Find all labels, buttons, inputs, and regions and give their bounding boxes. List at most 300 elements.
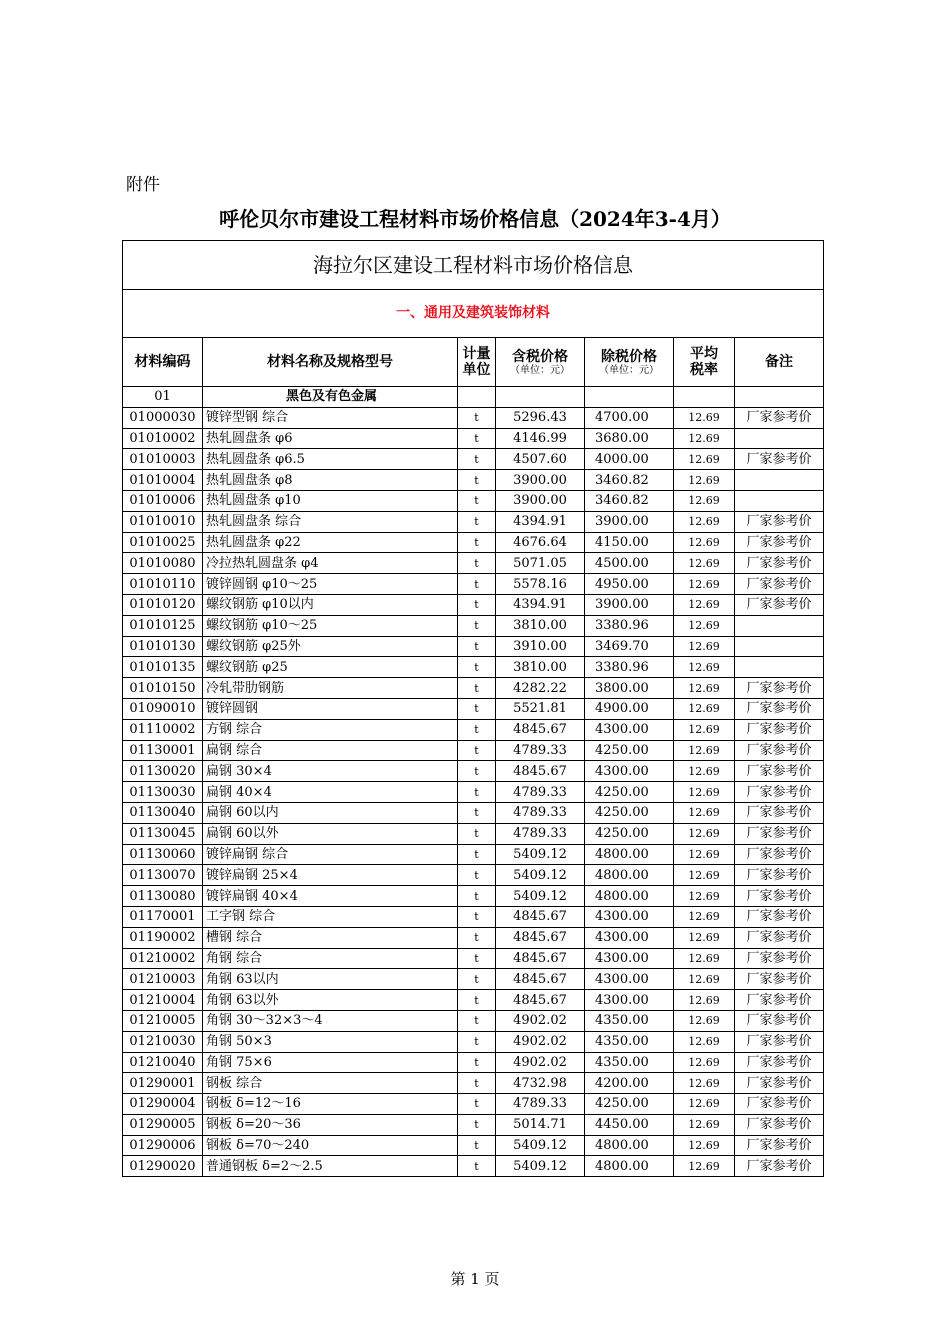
cell-note: 厂家参考价: [735, 740, 824, 761]
cell-code: 01130030: [123, 782, 203, 803]
cell-unit: t: [458, 428, 496, 449]
cell-code: 01010130: [123, 636, 203, 657]
cell-ex: 4150.00: [585, 532, 674, 553]
cell-ex: 4500.00: [585, 553, 674, 574]
cell-name: 槽钢 综合: [203, 927, 458, 948]
cell-note: 厂家参考价: [735, 1031, 824, 1052]
cell-code: 01000030: [123, 407, 203, 428]
cell-ex: 3380.96: [585, 615, 674, 636]
cell-note: 厂家参考价: [735, 407, 824, 428]
table-row: [123, 511, 824, 532]
cell-code: 01130045: [123, 823, 203, 844]
cell-name: 扁钢 60以外: [203, 823, 458, 844]
cell-unit: t: [458, 490, 496, 511]
header-rate-label: 平均税率: [690, 346, 718, 378]
table-row: [123, 719, 824, 740]
cell-code: 01210002: [123, 948, 203, 969]
cell-unit: t: [458, 1010, 496, 1031]
table-row: [123, 1073, 824, 1094]
cell-name: 角钢 63以内: [203, 969, 458, 990]
cell-name: 冷拉热轧圆盘条 φ4: [203, 553, 458, 574]
cell-unit: t: [458, 782, 496, 803]
table-row: [123, 1156, 824, 1177]
cell-unit: t: [458, 1156, 496, 1177]
table-row: [123, 407, 824, 428]
cell-ex: 4450.00: [585, 1114, 674, 1135]
table-row: [123, 1094, 824, 1115]
category-name: 黑色及有色金属: [203, 387, 458, 408]
cell-unit: t: [458, 969, 496, 990]
cell-unit: t: [458, 948, 496, 969]
cell-code: 01010080: [123, 553, 203, 574]
cell-name: 钢板 综合: [203, 1073, 458, 1094]
cell-rate: 12.69: [674, 1073, 735, 1094]
cell-code: 01130070: [123, 865, 203, 886]
cell-unit: t: [458, 823, 496, 844]
cell-tax: 4845.67: [496, 948, 585, 969]
cell-tax: 3810.00: [496, 615, 585, 636]
category-code: 01: [123, 387, 203, 408]
cell-unit: t: [458, 615, 496, 636]
table-row: [123, 1010, 824, 1031]
cell-note: 厂家参考价: [735, 719, 824, 740]
cell-ex: 4700.00: [585, 407, 674, 428]
price-table: [122, 240, 824, 1177]
cell-tax: 5409.12: [496, 1135, 585, 1156]
cell-note: 厂家参考价: [735, 574, 824, 595]
cell-note: 厂家参考价: [735, 698, 824, 719]
cell-rate: 12.69: [674, 1010, 735, 1031]
header-ex-price: [585, 338, 674, 387]
cell-name: 扁钢 60以内: [203, 802, 458, 823]
cell-code: 01010002: [123, 428, 203, 449]
cell-note: 厂家参考价: [735, 1073, 824, 1094]
cell-ex: 4200.00: [585, 1073, 674, 1094]
cell-unit: t: [458, 1114, 496, 1135]
table-row: [123, 1031, 824, 1052]
cell-name: 冷轧带肋钢筋: [203, 678, 458, 699]
cell-code: 01190002: [123, 927, 203, 948]
table-row: [123, 802, 824, 823]
cell-rate: 12.69: [674, 428, 735, 449]
table-row: [123, 761, 824, 782]
cell-code: 01010110: [123, 574, 203, 595]
cell-name: 螺纹钢筋 φ10以内: [203, 594, 458, 615]
cell-rate: 12.69: [674, 927, 735, 948]
cell-unit: t: [458, 865, 496, 886]
cell-rate: 12.69: [674, 1094, 735, 1115]
cell-rate: 12.69: [674, 886, 735, 907]
cell-unit: t: [458, 719, 496, 740]
cell-ex: 3380.96: [585, 657, 674, 678]
cell-ex: 4800.00: [585, 1135, 674, 1156]
table-row: [123, 948, 824, 969]
cell-code: 01130020: [123, 761, 203, 782]
cell-rate: 12.69: [674, 1052, 735, 1073]
table-row: [123, 865, 824, 886]
header-tax-price-label: 含税价格: [512, 348, 568, 365]
cell-tax: 4845.67: [496, 990, 585, 1011]
cell-ex: 4300.00: [585, 719, 674, 740]
header-ex-price-unit: （单位：元）: [599, 364, 659, 376]
cell-name: 角钢 50×3: [203, 1031, 458, 1052]
cell-note: 厂家参考价: [735, 449, 824, 470]
cell-code: 01010003: [123, 449, 203, 470]
cell-rate: 12.69: [674, 407, 735, 428]
cell-rate: 12.69: [674, 990, 735, 1011]
cell-unit: t: [458, 553, 496, 574]
cell-rate: 12.69: [674, 906, 735, 927]
header-unit-label: 计量单位: [462, 346, 491, 378]
cell-tax: 4845.67: [496, 906, 585, 927]
cell-code: 01010125: [123, 615, 203, 636]
cell-code: 01290020: [123, 1156, 203, 1177]
cell-unit: t: [458, 449, 496, 470]
cell-unit: t: [458, 698, 496, 719]
header-row: [123, 338, 824, 387]
cell-note: 厂家参考价: [735, 553, 824, 574]
cell-note: 厂家参考价: [735, 948, 824, 969]
table-row: [123, 844, 824, 865]
table-row: [123, 428, 824, 449]
cell-name: 角钢 63以外: [203, 990, 458, 1011]
cell-name: 钢板 δ=20～36: [203, 1114, 458, 1135]
cell-note: 厂家参考价: [735, 969, 824, 990]
cell-tax: 4845.67: [496, 969, 585, 990]
cell-code: 01210005: [123, 1010, 203, 1031]
cell-name: 螺纹钢筋 φ10～25: [203, 615, 458, 636]
cell-code: 01010120: [123, 594, 203, 615]
table-row: [123, 594, 824, 615]
cell-rate: 12.69: [674, 761, 735, 782]
cell-note: 厂家参考价: [735, 1052, 824, 1073]
cell-tax: 5409.12: [496, 865, 585, 886]
cell-rate: 12.69: [674, 698, 735, 719]
cell-unit: t: [458, 844, 496, 865]
attachment-label: 附件: [126, 175, 160, 195]
cell-note: [735, 657, 824, 678]
cell-unit: t: [458, 740, 496, 761]
cell-ex: 4250.00: [585, 782, 674, 803]
table-row: [123, 636, 824, 657]
cell-name: 扁钢 40×4: [203, 782, 458, 803]
cell-ex: 4300.00: [585, 948, 674, 969]
cell-ex: 4250.00: [585, 802, 674, 823]
table-row: [123, 906, 824, 927]
cell-name: 方钢 综合: [203, 719, 458, 740]
cell-name: 镀锌扁钢 综合: [203, 844, 458, 865]
cell-code: 01130040: [123, 802, 203, 823]
cell-note: 厂家参考价: [735, 1114, 824, 1135]
cell-rate: 12.69: [674, 844, 735, 865]
cell-note: 厂家参考价: [735, 927, 824, 948]
cell-code: 01010010: [123, 511, 203, 532]
cell-note: [735, 470, 824, 491]
table-row: [123, 698, 824, 719]
cell-name: 螺纹钢筋 φ25外: [203, 636, 458, 657]
cell-rate: 12.69: [674, 1135, 735, 1156]
cell-note: 厂家参考价: [735, 1010, 824, 1031]
cell-note: 厂家参考价: [735, 511, 824, 532]
cell-rate: 12.69: [674, 657, 735, 678]
cell-unit: t: [458, 927, 496, 948]
table-row: [123, 532, 824, 553]
cell-rate: 12.69: [674, 553, 735, 574]
header-code: 材料编码: [123, 338, 203, 387]
cell-tax: 5521.81: [496, 698, 585, 719]
cell-tax: 4146.99: [496, 428, 585, 449]
cell-ex: 4300.00: [585, 906, 674, 927]
cell-code: 01290001: [123, 1073, 203, 1094]
cell-tax: 3900.00: [496, 470, 585, 491]
cell-code: 01210040: [123, 1052, 203, 1073]
cell-tax: 4732.98: [496, 1073, 585, 1094]
cell-name: 热轧圆盘条 φ6: [203, 428, 458, 449]
cell-name: 热轧圆盘条 φ10: [203, 490, 458, 511]
cell-note: [735, 490, 824, 511]
cell-name: 热轧圆盘条 φ22: [203, 532, 458, 553]
cell-code: 01130001: [123, 740, 203, 761]
cell-tax: 5409.12: [496, 844, 585, 865]
cell-tax: 5014.71: [496, 1114, 585, 1135]
table-row: [123, 470, 824, 491]
cell-code: 01010135: [123, 657, 203, 678]
cell-code: 01210030: [123, 1031, 203, 1052]
cell-unit: t: [458, 636, 496, 657]
table-row: [123, 1114, 824, 1135]
cell-unit: t: [458, 906, 496, 927]
cell-rate: 12.69: [674, 678, 735, 699]
table-row: [123, 1135, 824, 1156]
header-rate: [674, 338, 735, 387]
cell-note: 厂家参考价: [735, 1094, 824, 1115]
section-row: [123, 290, 824, 338]
cell-ex: 3460.82: [585, 490, 674, 511]
header-unit: [458, 338, 496, 387]
cell-rate: 12.69: [674, 470, 735, 491]
cell-name: 热轧圆盘条 φ6.5: [203, 449, 458, 470]
cell-rate: 12.69: [674, 449, 735, 470]
cell-ex: 3900.00: [585, 594, 674, 615]
cell-tax: 4789.33: [496, 823, 585, 844]
cell-note: 厂家参考价: [735, 865, 824, 886]
cell-unit: t: [458, 886, 496, 907]
table-row: [123, 886, 824, 907]
cell-tax: 4845.67: [496, 927, 585, 948]
cell-rate: 12.69: [674, 490, 735, 511]
table-row: [123, 782, 824, 803]
cell-rate: 12.69: [674, 969, 735, 990]
table-row: [123, 615, 824, 636]
page-number: 第 1 页: [450, 1270, 500, 1288]
cell-rate: 12.69: [674, 802, 735, 823]
cell-ex: 4250.00: [585, 1094, 674, 1115]
cell-tax: 4845.67: [496, 719, 585, 740]
cell-name: 扁钢 综合: [203, 740, 458, 761]
cell-code: 01210003: [123, 969, 203, 990]
cell-rate: 12.69: [674, 594, 735, 615]
cell-ex: 4800.00: [585, 886, 674, 907]
table-row: [123, 678, 824, 699]
cell-unit: t: [458, 678, 496, 699]
table-row: [123, 969, 824, 990]
table-row: [123, 1052, 824, 1073]
cell-ex: 4800.00: [585, 865, 674, 886]
cell-code: 01290004: [123, 1094, 203, 1115]
cell-note: [735, 636, 824, 657]
cell-unit: t: [458, 1135, 496, 1156]
cell-note: 厂家参考价: [735, 802, 824, 823]
table-row: [123, 553, 824, 574]
cell-rate: 12.69: [674, 782, 735, 803]
cell-rate: 12.69: [674, 511, 735, 532]
table-row: [123, 657, 824, 678]
cell-name: 螺纹钢筋 φ25: [203, 657, 458, 678]
cell-note: 厂家参考价: [735, 594, 824, 615]
cell-rate: 12.69: [674, 636, 735, 657]
cell-unit: t: [458, 802, 496, 823]
cell-unit: t: [458, 594, 496, 615]
table-row: [123, 574, 824, 595]
cell-unit: t: [458, 657, 496, 678]
cell-ex: 4800.00: [585, 844, 674, 865]
cell-note: 厂家参考价: [735, 1156, 824, 1177]
cell-name: 镀锌圆钢 φ10～25: [203, 574, 458, 595]
cell-unit: t: [458, 470, 496, 491]
cell-ex: 4950.00: [585, 574, 674, 595]
cell-rate: 12.69: [674, 948, 735, 969]
cell-tax: 4507.60: [496, 449, 585, 470]
banner-row: [123, 241, 824, 290]
header-ex-price-label: 除税价格: [601, 348, 657, 365]
cell-ex: 4250.00: [585, 740, 674, 761]
cell-note: 厂家参考价: [735, 990, 824, 1011]
cell-note: 厂家参考价: [735, 886, 824, 907]
document-title: 呼伦贝尔市建设工程材料市场价格信息（2024年3-4月）: [219, 207, 731, 231]
cell-rate: 12.69: [674, 1156, 735, 1177]
cell-tax: 4845.67: [496, 761, 585, 782]
cell-unit: t: [458, 532, 496, 553]
header-name: 材料名称及规格型号: [203, 338, 458, 387]
cell-rate: 12.69: [674, 615, 735, 636]
cell-tax: 5409.12: [496, 1156, 585, 1177]
cell-name: 钢板 δ=12～16: [203, 1094, 458, 1115]
cell-name: 热轧圆盘条 φ8: [203, 470, 458, 491]
cell-ex: 4300.00: [585, 761, 674, 782]
cell-ex: 4900.00: [585, 698, 674, 719]
cell-name: 镀锌型钢 综合: [203, 407, 458, 428]
table-row: [123, 990, 824, 1011]
cell-ex: 4300.00: [585, 969, 674, 990]
cell-tax: 4902.02: [496, 1010, 585, 1031]
cell-tax: 4789.33: [496, 782, 585, 803]
table-row: [123, 740, 824, 761]
cell-note: [735, 615, 824, 636]
cell-unit: t: [458, 1052, 496, 1073]
cell-name: 镀锌圆钢: [203, 698, 458, 719]
table-row: [123, 927, 824, 948]
cell-name: 角钢 综合: [203, 948, 458, 969]
cell-unit: t: [458, 511, 496, 532]
cell-rate: 12.69: [674, 574, 735, 595]
table-banner: 海拉尔区建设工程材料市场价格信息: [123, 241, 824, 290]
cell-tax: 4282.22: [496, 678, 585, 699]
cell-tax: 4394.91: [496, 511, 585, 532]
cell-code: 01290005: [123, 1114, 203, 1135]
cell-note: 厂家参考价: [735, 1135, 824, 1156]
cell-code: 01010150: [123, 678, 203, 699]
cell-tax: 4789.33: [496, 802, 585, 823]
cell-code: 01010006: [123, 490, 203, 511]
cell-code: 01170001: [123, 906, 203, 927]
cell-tax: 4902.02: [496, 1031, 585, 1052]
cell-note: 厂家参考价: [735, 761, 824, 782]
header-note: 备注: [735, 338, 824, 387]
cell-rate: 12.69: [674, 532, 735, 553]
cell-ex: 4350.00: [585, 1052, 674, 1073]
cell-code: 01130060: [123, 844, 203, 865]
cell-tax: 5578.16: [496, 574, 585, 595]
cell-rate: 12.69: [674, 865, 735, 886]
cell-rate: 12.69: [674, 740, 735, 761]
cell-note: 厂家参考价: [735, 782, 824, 803]
cell-ex: 4000.00: [585, 449, 674, 470]
cell-tax: 4902.02: [496, 1052, 585, 1073]
cell-unit: t: [458, 1031, 496, 1052]
cell-code: 01010025: [123, 532, 203, 553]
cell-tax: 4676.64: [496, 532, 585, 553]
table-row: [123, 823, 824, 844]
cell-ex: 3469.70: [585, 636, 674, 657]
cell-name: 工字钢 综合: [203, 906, 458, 927]
cell-tax: 5409.12: [496, 886, 585, 907]
cell-note: 厂家参考价: [735, 678, 824, 699]
cell-tax: 5296.43: [496, 407, 585, 428]
cell-tax: 3810.00: [496, 657, 585, 678]
cell-ex: 4300.00: [585, 990, 674, 1011]
cell-rate: 12.69: [674, 1114, 735, 1135]
cell-unit: t: [458, 574, 496, 595]
cell-tax: 4394.91: [496, 594, 585, 615]
cell-code: 01130080: [123, 886, 203, 907]
cell-rate: 12.69: [674, 823, 735, 844]
cell-code: 01110002: [123, 719, 203, 740]
cell-ex: 4350.00: [585, 1031, 674, 1052]
cell-name: 钢板 δ=70～240: [203, 1135, 458, 1156]
section-title: 一、通用及建筑装饰材料: [123, 290, 824, 338]
cell-tax: 3910.00: [496, 636, 585, 657]
category-row: [123, 387, 824, 408]
cell-ex: 4250.00: [585, 823, 674, 844]
cell-code: 01090010: [123, 698, 203, 719]
cell-ex: 3900.00: [585, 511, 674, 532]
table-row: [123, 490, 824, 511]
cell-ex: 4800.00: [585, 1156, 674, 1177]
cell-note: 厂家参考价: [735, 844, 824, 865]
cell-note: 厂家参考价: [735, 823, 824, 844]
header-tax-price: [496, 338, 585, 387]
cell-tax: 4789.33: [496, 740, 585, 761]
cell-name: 普通钢板 δ=2～2.5: [203, 1156, 458, 1177]
cell-name: 扁钢 30×4: [203, 761, 458, 782]
cell-unit: t: [458, 990, 496, 1011]
cell-name: 镀锌扁钢 25×4: [203, 865, 458, 886]
cell-rate: 12.69: [674, 719, 735, 740]
cell-note: 厂家参考价: [735, 532, 824, 553]
cell-tax: 4789.33: [496, 1094, 585, 1115]
cell-ex: 4350.00: [585, 1010, 674, 1031]
cell-note: 厂家参考价: [735, 906, 824, 927]
